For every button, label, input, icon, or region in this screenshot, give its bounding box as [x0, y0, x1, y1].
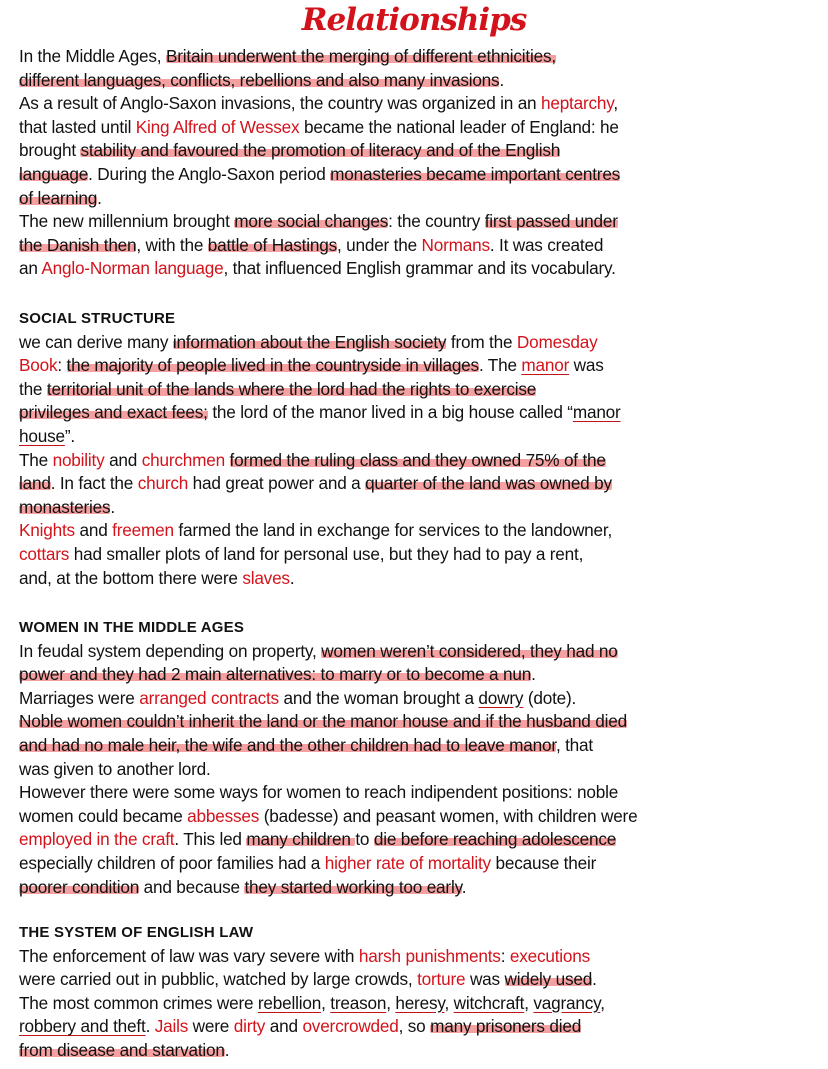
text-line	[19, 781, 828, 805]
section-english-law	[19, 921, 828, 1063]
text-span: had smaller plots of land for personal use, but they had to pay a rent,	[69, 543, 584, 564]
underlined-text: robbery and theft	[19, 1016, 146, 1037]
text-line	[19, 876, 828, 900]
text-span: .	[531, 664, 536, 685]
text-line	[19, 687, 828, 711]
highlighted-text: from disease and starvation	[19, 1039, 225, 1060]
text-line	[19, 210, 828, 234]
underlined-text: vagrancy	[533, 992, 601, 1013]
text-span: .	[97, 187, 102, 208]
text-span: .	[224, 1039, 230, 1060]
text-span: were	[188, 1016, 234, 1037]
text-span: The most common crimes were	[19, 992, 258, 1013]
emphasis-red-text: heptarchy	[540, 93, 614, 114]
highlighted-text: poorer condition	[19, 876, 140, 897]
text-span: , that	[555, 734, 593, 755]
section-heading: SOCIAL STRUCTURE	[19, 310, 176, 327]
text-line	[19, 519, 828, 543]
text-line	[19, 567, 828, 591]
emphasis-red-text: Jails	[154, 1016, 189, 1037]
text-span: and, at the bottom there were	[19, 567, 243, 588]
emphasis-red-text: King Alfred of Wessex	[135, 116, 300, 137]
text-line	[19, 543, 828, 567]
text-span: Marriages were	[19, 687, 140, 708]
text-line	[19, 425, 828, 449]
text-span: farmed the land in exchange for services to the landowner,	[173, 520, 613, 541]
text-line	[19, 69, 828, 93]
text-line	[19, 257, 828, 281]
highlighted-text: information about the English society	[172, 331, 447, 352]
text-span: ,	[600, 992, 605, 1013]
text-span: .	[461, 876, 467, 897]
text-span: ,	[444, 992, 454, 1013]
text-line	[19, 710, 828, 734]
emphasis-red-text: arranged contracts	[139, 687, 279, 708]
text-span: . The	[478, 355, 522, 376]
highlighted-text: privileges and exact fees;	[19, 402, 208, 423]
emphasis-red-text: abbesses	[187, 805, 260, 826]
text-span: (dote).	[523, 687, 577, 708]
text-span: and	[265, 1016, 303, 1037]
text-span: , so	[398, 1016, 431, 1037]
text-line	[19, 92, 828, 116]
emphasis-red-text: executions	[509, 945, 591, 966]
text-span: .	[592, 969, 597, 990]
text-span: As a result of Anglo-Saxon invasions, the country was organized in an	[19, 93, 541, 114]
emphasis-underlined-text: manor	[521, 355, 570, 376]
text-line	[19, 968, 828, 992]
text-span: especially children of poor families had a	[19, 852, 325, 873]
text-span: :	[500, 945, 510, 966]
emphasis-red-text: Book	[19, 355, 58, 376]
text-line	[19, 401, 828, 425]
text-span: . During the Anglo-Saxon period	[88, 163, 331, 184]
text-line	[19, 378, 828, 402]
text-span: . This led	[174, 829, 247, 850]
underlined-text: heresy	[395, 992, 445, 1013]
text-span: to	[355, 829, 374, 850]
text-span: ,	[321, 992, 331, 1013]
text-span: .	[110, 496, 115, 517]
underlined-text: rebellion	[257, 992, 322, 1013]
text-span: .	[289, 567, 295, 588]
highlighted-text: territorial unit of the lands where the lord had the rights to exercise	[46, 378, 537, 399]
text-span: In the Middle Ages,	[19, 46, 166, 66]
text-span: became the national leader of England: he	[299, 116, 619, 137]
underlined-text: dowry	[478, 687, 524, 708]
text-line	[19, 449, 828, 473]
text-span: ,	[386, 992, 396, 1013]
emphasis-red-text: Anglo-Norman language	[41, 258, 224, 279]
section-heading: WOMEN IN THE MIDDLE AGES	[19, 619, 245, 636]
highlighted-text: many prisoners died	[430, 1016, 582, 1037]
underlined-text: witchcraft	[453, 992, 525, 1013]
section-women-middle-ages	[19, 616, 828, 899]
highlighted-text: power and they had 2 main alternatives: to marry or to become a nun	[19, 664, 532, 685]
emphasis-red-text: churchmen	[141, 449, 225, 470]
text-span: we can derive many	[19, 331, 173, 352]
highlighted-text: die before reaching adolescence	[373, 829, 617, 850]
emphasis-red-text: employed in the craft	[19, 829, 175, 850]
text-span: women could became	[19, 805, 188, 826]
text-line	[19, 992, 828, 1016]
text-line	[19, 640, 828, 664]
text-line	[19, 945, 828, 969]
text-line	[19, 331, 828, 355]
text-line	[19, 116, 828, 140]
underlined-text: treason	[330, 992, 387, 1013]
text-line	[19, 805, 828, 829]
highlighted-text: language	[19, 163, 89, 184]
highlighted-text: monasteries	[19, 496, 111, 517]
text-span: and the woman brought a	[278, 687, 479, 708]
text-line	[19, 828, 828, 852]
text-span: and because	[139, 876, 245, 897]
emphasis-red-text: harsh punishments	[358, 945, 501, 966]
text-span: had great power and a	[188, 473, 366, 494]
text-span: In feudal system depending on property,	[19, 640, 322, 661]
highlighted-text: of learning	[19, 187, 98, 208]
text-span: .	[145, 1016, 155, 1037]
text-line	[19, 187, 828, 211]
highlighted-text: the Danish then	[19, 234, 137, 255]
emphasis-red-text: dirty	[233, 1016, 266, 1037]
emphasis-red-text: slaves	[242, 567, 290, 588]
highlighted-text: the majority of people lived in the countryside in villages	[66, 355, 479, 376]
emphasis-red-text: Normans	[421, 234, 490, 255]
text-line	[19, 139, 828, 163]
text-line	[19, 472, 828, 496]
text-span: ,	[524, 992, 534, 1013]
text-span: the lord of the manor lived in a big house called “	[207, 402, 573, 423]
emphasis-red-text: church	[137, 473, 189, 494]
highlighted-text: quarter of the land was owned by	[365, 473, 612, 494]
text-span: were carried out in pubblic, watched by large crowds,	[19, 969, 418, 990]
text-span: , that influenced English grammar and its vocabulary.	[223, 258, 616, 279]
text-span: .	[499, 69, 505, 90]
text-span: The	[19, 449, 53, 470]
text-span: was	[569, 355, 604, 376]
text-span: that lasted until	[19, 116, 136, 137]
highlighted-text: stability and favoured the promotion of literacy and of the English	[80, 140, 561, 161]
highlighted-text: widely used	[504, 969, 593, 990]
underlined-text: manor	[572, 402, 621, 423]
text-span: because their	[490, 852, 597, 873]
highlighted-text: more social changes	[234, 211, 389, 232]
text-line	[19, 163, 828, 187]
text-span: :	[57, 355, 67, 376]
text-line	[19, 734, 828, 758]
highlighted-text: women weren’t considered, they had no	[321, 640, 618, 661]
underlined-text: house	[19, 425, 65, 446]
emphasis-red-text: overcrowded	[302, 1016, 399, 1037]
text-span: (badesse) and peasant women, with children were	[259, 805, 638, 826]
highlighted-text: first passed under	[484, 211, 618, 232]
highlighted-text: land	[19, 473, 51, 494]
text-span: However there were some ways for women to reach indipendent positions: noble	[19, 782, 619, 803]
text-line	[19, 354, 828, 378]
text-line	[19, 758, 828, 782]
text-span: The new millennium brought	[19, 211, 235, 232]
text-span: . It was created	[489, 234, 604, 255]
text-span: was given to another lord.	[19, 758, 211, 779]
highlighted-text: Noble women couldn’t inherit the land or the manor house and if the husband died	[19, 711, 627, 732]
emphasis-red-text: cottars	[19, 543, 70, 564]
section-heading: THE SYSTEM OF ENGLISH LAW	[19, 924, 254, 941]
highlighted-text: Britain underwent the merging of different ethnicities,	[165, 46, 556, 66]
text-span: and	[104, 449, 142, 470]
emphasis-red-text: higher rate of mortality	[324, 852, 491, 873]
highlighted-text: formed the ruling class and they owned 75% of the	[229, 449, 606, 470]
text-span: the	[19, 378, 47, 399]
text-span: was	[465, 969, 505, 990]
emphasis-red-text: Domesday	[516, 331, 598, 352]
text-span: brought	[19, 140, 81, 161]
text-span	[225, 450, 230, 470]
highlighted-text: different languages, conflicts, rebellions and also many invasions	[19, 69, 500, 90]
text-line	[19, 45, 828, 69]
text-line	[19, 852, 828, 876]
page-title: Relationships	[301, 2, 527, 38]
text-span: , with the	[136, 234, 208, 255]
section-intro	[19, 45, 828, 281]
text-span: an	[19, 258, 42, 279]
text-line	[19, 234, 828, 258]
text-line	[19, 1039, 828, 1063]
emphasis-red-text: nobility	[52, 449, 105, 470]
text-line	[19, 663, 828, 687]
text-span: : the country	[388, 211, 485, 232]
text-span: , under the	[336, 234, 422, 255]
highlighted-text: and had no male heir, the wife and the other children had to leave manor	[19, 734, 556, 755]
emphasis-red-text: Knights	[19, 520, 75, 541]
emphasis-red-text: torture	[417, 969, 466, 990]
highlighted-text: battle of Hastings	[207, 234, 337, 255]
text-span: ”.	[64, 425, 75, 446]
text-line	[19, 1015, 828, 1039]
emphasis-red-text: freemen	[112, 520, 174, 541]
highlighted-text: they started working too early	[244, 876, 462, 897]
text-line	[19, 496, 828, 520]
text-span: and	[74, 520, 113, 541]
text-span: . In fact the	[50, 473, 138, 494]
text-span: ,	[613, 93, 618, 114]
section-social-structure	[19, 307, 828, 590]
highlighted-text: many children	[246, 829, 356, 850]
text-span: The enforcement of law was vary severe with	[19, 945, 359, 966]
highlighted-text: monasteries became important centres	[330, 163, 621, 184]
text-span: from the	[446, 331, 517, 352]
